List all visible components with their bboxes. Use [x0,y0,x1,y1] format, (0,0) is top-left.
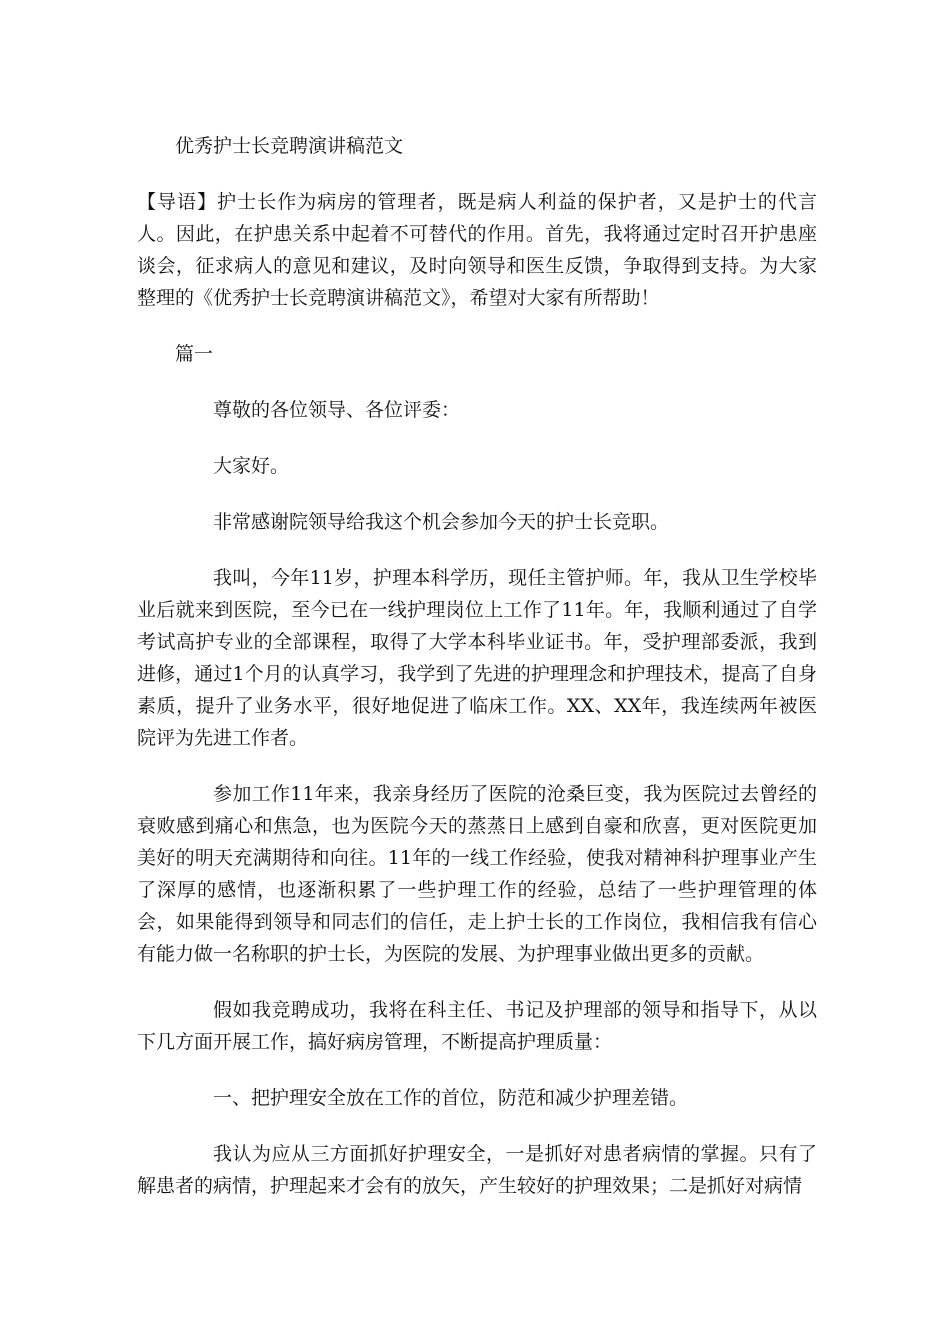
paragraph-thanks: 非常感谢院领导给我这个机会参加今天的护士长竞职。 [213,511,670,533]
paragraph-self-intro: 我叫，今年11岁，护理本科学历，现任主管护师。年，我从卫生学校毕业后就来到医院，至今已在一线护理岗位上工作了11年。年，我顺利通过了自学考试高护专业的全部课程，取得了大学本科毕业证书。年，受护理部委派，我到进修，通过1个月的认真学习，我学到了先进的护理理念和护理技术，提高了自身素质，提升了业务水平，很好地促进了临床工作。XX、XX年，我连续两年被医院评为先进工作者。 [137,567,817,749]
salutation: 尊敬的各位领导、各位评委： [213,399,461,421]
section-label: 篇一 [175,343,214,365]
document-body [137,130,817,1226]
paragraph-safety: 我认为应从三方面抓好护理安全，一是抓好对患者病情的掌握。只有了解患者的病情，护理起来才会有的放矢，产生较好的护理效果；二是抓好对病情 [137,1143,817,1197]
paragraph-plan-intro: 假如我竞聘成功，我将在科主任、书记及护理部的领导和指导下，从以下几方面开展工作，搞好病房管理，不断提高护理质量： [137,999,817,1053]
greeting: 大家好。 [213,455,290,477]
lead-paragraph: 【导语】护士长作为病房的管理者，既是病人利益的保护者，又是护士的代言人。因此，在护患关系中起着不可替代的作用。首先，我将通过定时召开护患座谈会，征求病人的意见和建议，及时向领导和医生反馈，争取得到支持。为大家整理的《优秀护士长竞聘演讲稿范文》，希望对大家有所帮助！ [137,191,817,309]
paragraph-experience: 参加工作11年来，我亲身经历了医院的沧桑巨变，我为医院过去曾经的衰败感到痛心和焦急，也为医院今天的蒸蒸日上感到自豪和欣喜，更对医院更加美好的明天充满期待和向往。11年的一线工作经验，使我对精神科护理事业产生了深厚的感情，也逐渐积累了一些护理工作的经验，总结了一些护理管理的体会，如果能得到领导和同志们的信任，走上护士长的工作岗位，我相信我有信心有能力做一名称职的护士长，为医院的发展、为护理事业做出更多的贡献。 [137,783,817,965]
paragraph-point-one: 一、把护理安全放在工作的首位，防范和减少护理差错。 [213,1087,689,1109]
document-title: 优秀护士长竞聘演讲稿范文 [175,135,404,157]
